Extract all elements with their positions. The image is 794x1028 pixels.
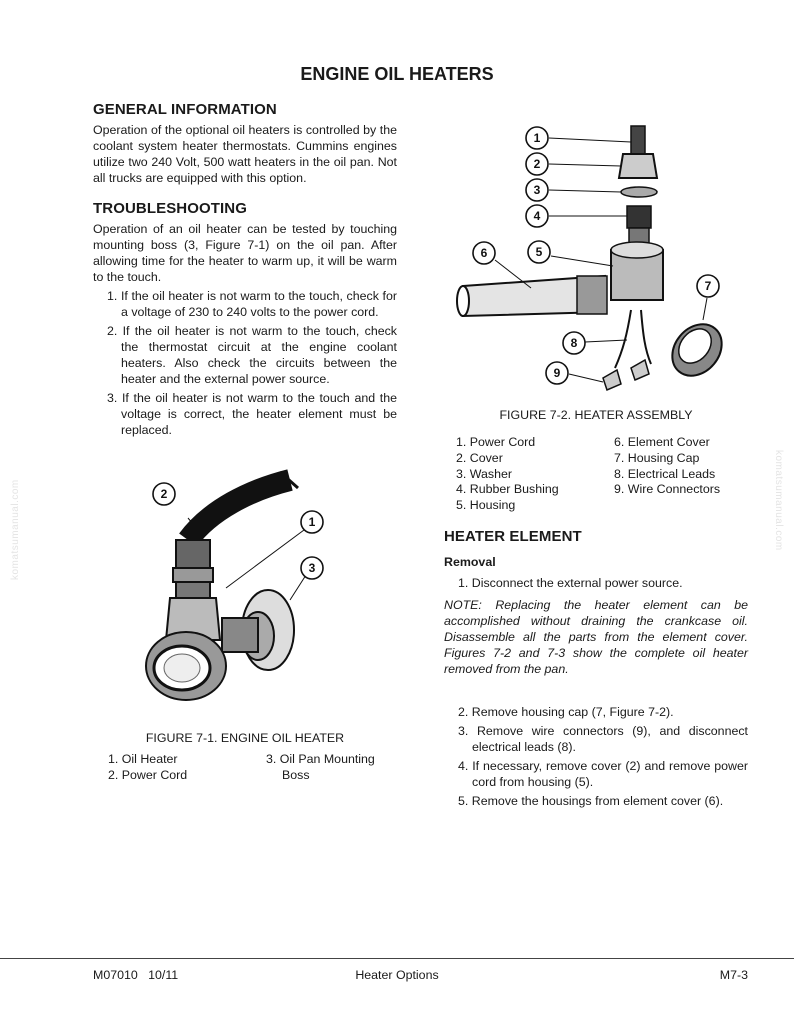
legend-item: 3. Oil Pan Mounting [266, 752, 375, 766]
footer-page-number: M7-3 [719, 968, 748, 982]
svg-text:1: 1 [308, 515, 316, 529]
removal-subheading: Removal [444, 555, 496, 569]
callout-7 [697, 275, 719, 297]
legend-item: 5. Housing [456, 498, 516, 513]
figure-7-1-illustration [140, 470, 340, 710]
svg-text:3: 3 [533, 183, 541, 197]
troubleshooting-step: 1. If the oil heater is not warm to the touch, check for a voltage of 230 to 240 volts to the power cord. [107, 289, 397, 319]
removal-step: 5. Remove the housings from element cover (6). [458, 794, 724, 808]
svg-text:6: 6 [480, 246, 488, 260]
svg-text:7: 7 [704, 279, 712, 293]
troubleshooting-heading: TROUBLESHOOTING [93, 200, 247, 217]
removal-step-1 [444, 575, 748, 591]
legend-item: 7. Housing Cap [614, 450, 700, 465]
callout-4 [526, 205, 548, 227]
legend-item: 4. Rubber Bushing [456, 482, 559, 497]
legend-item: 8. Electrical Leads [614, 466, 716, 481]
legend-item: 3. Washer [456, 466, 513, 481]
svg-text:9: 9 [553, 366, 561, 380]
legend-item: 6. Element Cover [614, 435, 710, 449]
legend-item: 1. Power Cord [456, 435, 536, 449]
page-title: ENGINE OIL HEATERS [300, 64, 494, 84]
figure-7-1-caption: FIGURE 7-1. ENGINE OIL HEATER [145, 731, 345, 745]
footer-section: Heater Options [355, 968, 439, 982]
callout-3 [526, 179, 548, 201]
removal-steps [444, 704, 748, 809]
left-column [93, 101, 397, 441]
callout-9 [546, 362, 568, 384]
svg-text:8: 8 [570, 336, 578, 350]
general-information-text: Operation of the optional oil heaters is controlled by the coolant system heater thermostats. Cummins engines utilize two 240 Volt, 500 watt heaters in the oil pan. Not all trucks are equipped with this option. [93, 123, 397, 185]
footer-doc-id: M07010 10/11 [93, 968, 179, 982]
svg-text:5: 5 [535, 245, 543, 259]
callout-6 [473, 242, 495, 264]
svg-text:1: 1 [533, 131, 541, 145]
callout-8 [563, 332, 585, 354]
svg-text:4: 4 [533, 209, 541, 223]
svg-text:2: 2 [160, 487, 168, 501]
troubleshooting-step: 2. If the oil heater is not warm to the touch, check the thermostat circuit at the engine coolant heaters. Also check the circuits between the heater and the external power source. [107, 324, 397, 386]
callout-2 [526, 153, 548, 175]
svg-text:3: 3 [308, 561, 316, 575]
general-information-heading: GENERAL INFORMATION [93, 101, 277, 118]
callout-1 [526, 127, 548, 149]
legend-item: 9. Wire Connectors [614, 482, 721, 497]
troubleshooting-step: 3. If the oil heater is not warm to the touch and the voltage is correct, the heater element must be replaced. [107, 391, 397, 437]
troubleshooting-steps [93, 288, 397, 438]
removal-note: NOTE: Replacing the heater element can be accomplished without draining the crankcase oil. Disassemble all the parts from the element cover. Figures 7-2 and 7-3 show the complete oil heater removed from the pan. [444, 598, 748, 676]
heater-element-heading: HEATER ELEMENT [444, 528, 582, 545]
removal-step: 4. If necessary, remove cover (2) and remove power cord from housing (5). [458, 759, 748, 789]
figure-7-2-illustration [455, 120, 735, 395]
watermark-left: komatsumanual.com [10, 479, 21, 580]
removal-step: 2. Remove housing cap (7, Figure 7-2). [458, 705, 674, 719]
removal-step: 3. Remove wire connectors (9), and disconnect electrical leads (8). [458, 724, 748, 754]
troubleshooting-text: Operation of an oil heater can be tested by touching mounting boss (3, Figure 7-1) on the oil pan. After allowing time for the heater to warm up, it will be warm to the touch. [93, 222, 397, 284]
legend-item: 1. Oil Heater [108, 752, 178, 766]
removal-step: 1. Disconnect the external power source. [458, 576, 683, 590]
legend-item: 2. Cover [456, 450, 503, 465]
callout-5 [528, 241, 550, 263]
right-column [444, 528, 748, 812]
watermark-right: komatsumanual.com [773, 450, 784, 551]
footer-divider [0, 958, 794, 959]
figure-7-2-caption: FIGURE 7-2. HEATER ASSEMBLY [499, 408, 693, 422]
legend-item: 2. Power Cord [108, 768, 188, 782]
svg-text:2: 2 [533, 157, 541, 171]
callout-1 [301, 511, 323, 533]
callout-3 [301, 557, 323, 579]
legend-item: Boss [282, 768, 310, 782]
callout-2 [153, 483, 175, 505]
